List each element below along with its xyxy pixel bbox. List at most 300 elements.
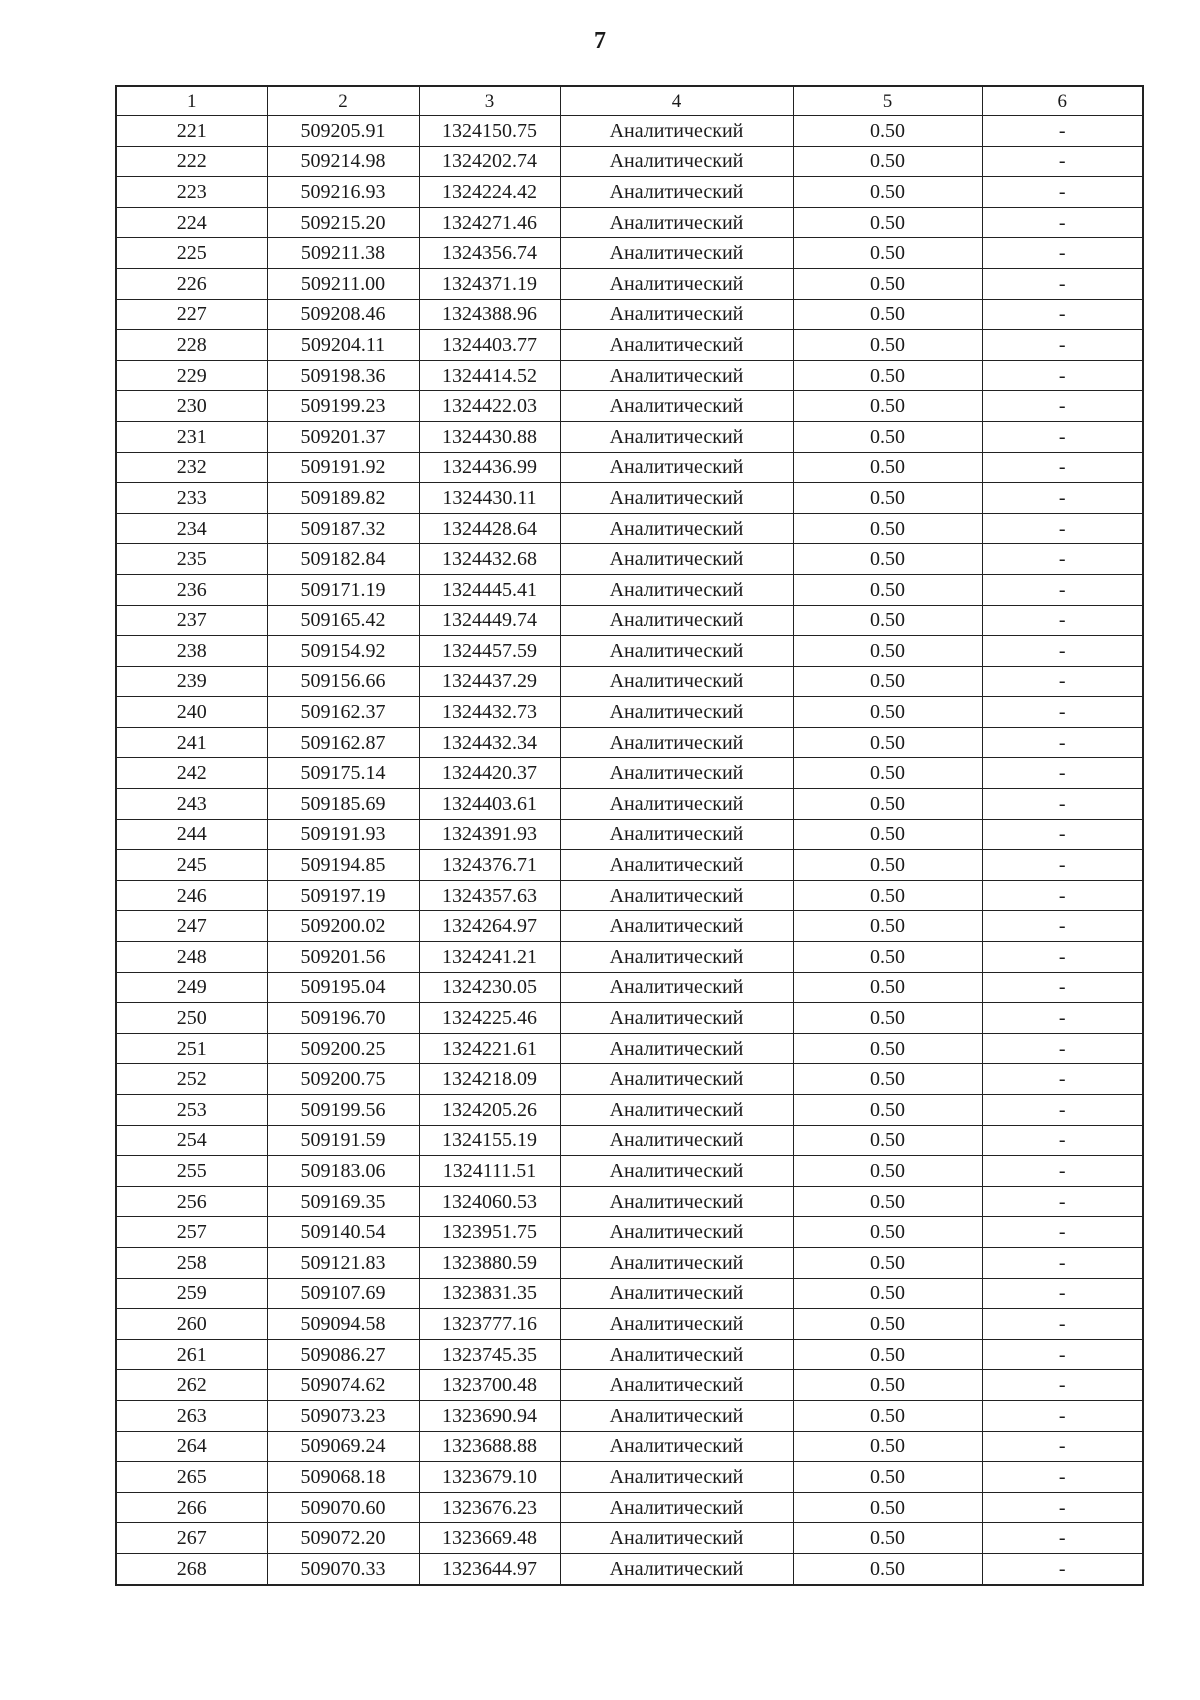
point-number-cell: 268 bbox=[116, 1553, 267, 1584]
accuracy-cell: 0.50 bbox=[793, 727, 982, 758]
table-row bbox=[116, 1156, 1143, 1187]
x-coordinate-cell: 509196.70 bbox=[267, 1003, 419, 1034]
x-coordinate-cell: 509189.82 bbox=[267, 483, 419, 514]
x-coordinate-cell: 509199.56 bbox=[267, 1095, 419, 1126]
description-cell: - bbox=[982, 360, 1143, 391]
description-cell: - bbox=[982, 1095, 1143, 1126]
point-number-cell: 244 bbox=[116, 819, 267, 850]
description-cell: - bbox=[982, 116, 1143, 147]
method-cell: Аналитический bbox=[560, 1431, 793, 1462]
x-coordinate-cell: 509094.58 bbox=[267, 1309, 419, 1340]
table-row bbox=[116, 513, 1143, 544]
x-coordinate-cell: 509204.11 bbox=[267, 330, 419, 361]
point-number-cell: 229 bbox=[116, 360, 267, 391]
method-cell: Аналитический bbox=[560, 177, 793, 208]
accuracy-cell: 0.50 bbox=[793, 1492, 982, 1523]
table-row bbox=[116, 574, 1143, 605]
description-cell: - bbox=[982, 544, 1143, 575]
point-number-cell: 262 bbox=[116, 1370, 267, 1401]
table-row bbox=[116, 391, 1143, 422]
y-coordinate-cell: 1323690.94 bbox=[419, 1400, 560, 1431]
x-coordinate-cell: 509175.14 bbox=[267, 758, 419, 789]
y-coordinate-cell: 1324205.26 bbox=[419, 1095, 560, 1126]
accuracy-cell: 0.50 bbox=[793, 636, 982, 667]
method-cell: Аналитический bbox=[560, 972, 793, 1003]
x-coordinate-cell: 509121.83 bbox=[267, 1247, 419, 1278]
table-row bbox=[116, 666, 1143, 697]
table-row bbox=[116, 299, 1143, 330]
point-number-cell: 265 bbox=[116, 1462, 267, 1493]
x-coordinate-cell: 509208.46 bbox=[267, 299, 419, 330]
method-cell: Аналитический bbox=[560, 789, 793, 820]
point-number-cell: 256 bbox=[116, 1186, 267, 1217]
y-coordinate-cell: 1324457.59 bbox=[419, 636, 560, 667]
point-number-cell: 247 bbox=[116, 911, 267, 942]
point-number-cell: 248 bbox=[116, 942, 267, 973]
x-coordinate-cell: 509156.66 bbox=[267, 666, 419, 697]
accuracy-cell: 0.50 bbox=[793, 177, 982, 208]
description-cell: - bbox=[982, 605, 1143, 636]
table-row bbox=[116, 483, 1143, 514]
y-coordinate-cell: 1324241.21 bbox=[419, 942, 560, 973]
x-coordinate-cell: 509187.32 bbox=[267, 513, 419, 544]
x-coordinate-cell: 509069.24 bbox=[267, 1431, 419, 1462]
y-coordinate-cell: 1324150.75 bbox=[419, 116, 560, 147]
description-cell: - bbox=[982, 850, 1143, 881]
x-coordinate-cell: 509068.18 bbox=[267, 1462, 419, 1493]
table-row bbox=[116, 819, 1143, 850]
column-header: 6 bbox=[982, 86, 1143, 116]
description-cell: - bbox=[982, 1339, 1143, 1370]
y-coordinate-cell: 1323880.59 bbox=[419, 1247, 560, 1278]
table-row bbox=[116, 1370, 1143, 1401]
coordinates-table bbox=[115, 85, 1144, 1586]
description-cell: - bbox=[982, 1370, 1143, 1401]
table-header-row bbox=[116, 86, 1143, 116]
x-coordinate-cell: 509191.59 bbox=[267, 1125, 419, 1156]
point-number-cell: 254 bbox=[116, 1125, 267, 1156]
x-coordinate-cell: 509199.23 bbox=[267, 391, 419, 422]
y-coordinate-cell: 1323951.75 bbox=[419, 1217, 560, 1248]
x-coordinate-cell: 509201.37 bbox=[267, 421, 419, 452]
table-row bbox=[116, 1033, 1143, 1064]
y-coordinate-cell: 1324225.46 bbox=[419, 1003, 560, 1034]
method-cell: Аналитический bbox=[560, 1278, 793, 1309]
point-number-cell: 222 bbox=[116, 146, 267, 177]
x-coordinate-cell: 509183.06 bbox=[267, 1156, 419, 1187]
method-cell: Аналитический bbox=[560, 1247, 793, 1278]
point-number-cell: 255 bbox=[116, 1156, 267, 1187]
point-number-cell: 235 bbox=[116, 544, 267, 575]
method-cell: Аналитический bbox=[560, 697, 793, 728]
description-cell: - bbox=[982, 238, 1143, 269]
description-cell: - bbox=[982, 1309, 1143, 1340]
x-coordinate-cell: 509185.69 bbox=[267, 789, 419, 820]
description-cell: - bbox=[982, 697, 1143, 728]
column-header: 2 bbox=[267, 86, 419, 116]
y-coordinate-cell: 1323676.23 bbox=[419, 1492, 560, 1523]
method-cell: Аналитический bbox=[560, 238, 793, 269]
method-cell: Аналитический bbox=[560, 1003, 793, 1034]
table-row bbox=[116, 1064, 1143, 1095]
description-cell: - bbox=[982, 819, 1143, 850]
point-number-cell: 232 bbox=[116, 452, 267, 483]
accuracy-cell: 0.50 bbox=[793, 360, 982, 391]
method-cell: Аналитический bbox=[560, 483, 793, 514]
x-coordinate-cell: 509140.54 bbox=[267, 1217, 419, 1248]
point-number-cell: 252 bbox=[116, 1064, 267, 1095]
y-coordinate-cell: 1324271.46 bbox=[419, 207, 560, 238]
accuracy-cell: 0.50 bbox=[793, 1217, 982, 1248]
table-row bbox=[116, 1003, 1143, 1034]
y-coordinate-cell: 1324422.03 bbox=[419, 391, 560, 422]
accuracy-cell: 0.50 bbox=[793, 1523, 982, 1554]
table-row bbox=[116, 421, 1143, 452]
description-cell: - bbox=[982, 880, 1143, 911]
x-coordinate-cell: 509107.69 bbox=[267, 1278, 419, 1309]
method-cell: Аналитический bbox=[560, 1217, 793, 1248]
description-cell: - bbox=[982, 942, 1143, 973]
x-coordinate-cell: 509205.91 bbox=[267, 116, 419, 147]
table-row bbox=[116, 1247, 1143, 1278]
x-coordinate-cell: 509211.38 bbox=[267, 238, 419, 269]
description-cell: - bbox=[982, 574, 1143, 605]
method-cell: Аналитический bbox=[560, 360, 793, 391]
y-coordinate-cell: 1324414.52 bbox=[419, 360, 560, 391]
table-row bbox=[116, 605, 1143, 636]
y-coordinate-cell: 1324202.74 bbox=[419, 146, 560, 177]
method-cell: Аналитический bbox=[560, 544, 793, 575]
accuracy-cell: 0.50 bbox=[793, 1553, 982, 1584]
y-coordinate-cell: 1323745.35 bbox=[419, 1339, 560, 1370]
description-cell: - bbox=[982, 177, 1143, 208]
y-coordinate-cell: 1324218.09 bbox=[419, 1064, 560, 1095]
point-number-cell: 237 bbox=[116, 605, 267, 636]
description-cell: - bbox=[982, 1125, 1143, 1156]
method-cell: Аналитический bbox=[560, 330, 793, 361]
x-coordinate-cell: 509216.93 bbox=[267, 177, 419, 208]
description-cell: - bbox=[982, 268, 1143, 299]
method-cell: Аналитический bbox=[560, 207, 793, 238]
column-header: 5 bbox=[793, 86, 982, 116]
accuracy-cell: 0.50 bbox=[793, 574, 982, 605]
x-coordinate-cell: 509200.25 bbox=[267, 1033, 419, 1064]
accuracy-cell: 0.50 bbox=[793, 1064, 982, 1095]
point-number-cell: 243 bbox=[116, 789, 267, 820]
point-number-cell: 264 bbox=[116, 1431, 267, 1462]
table-row bbox=[116, 1492, 1143, 1523]
method-cell: Аналитический bbox=[560, 1156, 793, 1187]
y-coordinate-cell: 1323777.16 bbox=[419, 1309, 560, 1340]
x-coordinate-cell: 509200.75 bbox=[267, 1064, 419, 1095]
table-row bbox=[116, 636, 1143, 667]
description-cell: - bbox=[982, 1064, 1143, 1095]
accuracy-cell: 0.50 bbox=[793, 1309, 982, 1340]
description-cell: - bbox=[982, 1523, 1143, 1554]
table-row bbox=[116, 1186, 1143, 1217]
method-cell: Аналитический bbox=[560, 146, 793, 177]
y-coordinate-cell: 1324356.74 bbox=[419, 238, 560, 269]
y-coordinate-cell: 1324224.42 bbox=[419, 177, 560, 208]
accuracy-cell: 0.50 bbox=[793, 1400, 982, 1431]
point-number-cell: 260 bbox=[116, 1309, 267, 1340]
description-cell: - bbox=[982, 972, 1143, 1003]
y-coordinate-cell: 1323679.10 bbox=[419, 1462, 560, 1493]
method-cell: Аналитический bbox=[560, 850, 793, 881]
point-number-cell: 240 bbox=[116, 697, 267, 728]
point-number-cell: 224 bbox=[116, 207, 267, 238]
point-number-cell: 233 bbox=[116, 483, 267, 514]
x-coordinate-cell: 509070.60 bbox=[267, 1492, 419, 1523]
method-cell: Аналитический bbox=[560, 391, 793, 422]
method-cell: Аналитический bbox=[560, 942, 793, 973]
accuracy-cell: 0.50 bbox=[793, 452, 982, 483]
description-cell: - bbox=[982, 330, 1143, 361]
y-coordinate-cell: 1324403.77 bbox=[419, 330, 560, 361]
y-coordinate-cell: 1324060.53 bbox=[419, 1186, 560, 1217]
y-coordinate-cell: 1324357.63 bbox=[419, 880, 560, 911]
method-cell: Аналитический bbox=[560, 1125, 793, 1156]
table-row bbox=[116, 942, 1143, 973]
x-coordinate-cell: 509182.84 bbox=[267, 544, 419, 575]
y-coordinate-cell: 1324391.93 bbox=[419, 819, 560, 850]
table-row bbox=[116, 330, 1143, 361]
method-cell: Аналитический bbox=[560, 1553, 793, 1584]
description-cell: - bbox=[982, 1033, 1143, 1064]
accuracy-cell: 0.50 bbox=[793, 421, 982, 452]
method-cell: Аналитический bbox=[560, 268, 793, 299]
accuracy-cell: 0.50 bbox=[793, 942, 982, 973]
table-row bbox=[116, 360, 1143, 391]
table-row bbox=[116, 238, 1143, 269]
table-row bbox=[116, 116, 1143, 147]
description-cell: - bbox=[982, 207, 1143, 238]
point-number-cell: 263 bbox=[116, 1400, 267, 1431]
x-coordinate-cell: 509074.62 bbox=[267, 1370, 419, 1401]
point-number-cell: 226 bbox=[116, 268, 267, 299]
y-coordinate-cell: 1324403.61 bbox=[419, 789, 560, 820]
y-coordinate-cell: 1324420.37 bbox=[419, 758, 560, 789]
accuracy-cell: 0.50 bbox=[793, 268, 982, 299]
point-number-cell: 259 bbox=[116, 1278, 267, 1309]
point-number-cell: 251 bbox=[116, 1033, 267, 1064]
x-coordinate-cell: 509165.42 bbox=[267, 605, 419, 636]
x-coordinate-cell: 509073.23 bbox=[267, 1400, 419, 1431]
method-cell: Аналитический bbox=[560, 605, 793, 636]
table-row bbox=[116, 1339, 1143, 1370]
method-cell: Аналитический bbox=[560, 1400, 793, 1431]
point-number-cell: 239 bbox=[116, 666, 267, 697]
x-coordinate-cell: 509162.37 bbox=[267, 697, 419, 728]
x-coordinate-cell: 509201.56 bbox=[267, 942, 419, 973]
accuracy-cell: 0.50 bbox=[793, 1247, 982, 1278]
point-number-cell: 230 bbox=[116, 391, 267, 422]
description-cell: - bbox=[982, 1247, 1143, 1278]
accuracy-cell: 0.50 bbox=[793, 483, 982, 514]
description-cell: - bbox=[982, 1278, 1143, 1309]
method-cell: Аналитический bbox=[560, 1095, 793, 1126]
accuracy-cell: 0.50 bbox=[793, 116, 982, 147]
point-number-cell: 258 bbox=[116, 1247, 267, 1278]
x-coordinate-cell: 509195.04 bbox=[267, 972, 419, 1003]
point-number-cell: 253 bbox=[116, 1095, 267, 1126]
method-cell: Аналитический bbox=[560, 1370, 793, 1401]
accuracy-cell: 0.50 bbox=[793, 1003, 982, 1034]
column-header: 3 bbox=[419, 86, 560, 116]
description-cell: - bbox=[982, 1156, 1143, 1187]
description-cell: - bbox=[982, 1462, 1143, 1493]
point-number-cell: 242 bbox=[116, 758, 267, 789]
description-cell: - bbox=[982, 1186, 1143, 1217]
x-coordinate-cell: 509072.20 bbox=[267, 1523, 419, 1554]
accuracy-cell: 0.50 bbox=[793, 789, 982, 820]
x-coordinate-cell: 509194.85 bbox=[267, 850, 419, 881]
y-coordinate-cell: 1324437.29 bbox=[419, 666, 560, 697]
x-coordinate-cell: 509191.93 bbox=[267, 819, 419, 850]
description-cell: - bbox=[982, 452, 1143, 483]
table-row bbox=[116, 1553, 1143, 1584]
point-number-cell: 249 bbox=[116, 972, 267, 1003]
description-cell: - bbox=[982, 1400, 1143, 1431]
x-coordinate-cell: 509070.33 bbox=[267, 1553, 419, 1584]
table-row bbox=[116, 1431, 1143, 1462]
table-row bbox=[116, 1523, 1143, 1554]
y-coordinate-cell: 1324264.97 bbox=[419, 911, 560, 942]
table-row bbox=[116, 268, 1143, 299]
description-cell: - bbox=[982, 789, 1143, 820]
table-row bbox=[116, 177, 1143, 208]
x-coordinate-cell: 509086.27 bbox=[267, 1339, 419, 1370]
point-number-cell: 221 bbox=[116, 116, 267, 147]
table-row bbox=[116, 544, 1143, 575]
accuracy-cell: 0.50 bbox=[793, 1033, 982, 1064]
accuracy-cell: 0.50 bbox=[793, 697, 982, 728]
accuracy-cell: 0.50 bbox=[793, 330, 982, 361]
y-coordinate-cell: 1324449.74 bbox=[419, 605, 560, 636]
accuracy-cell: 0.50 bbox=[793, 513, 982, 544]
method-cell: Аналитический bbox=[560, 421, 793, 452]
table-row bbox=[116, 1400, 1143, 1431]
table-row bbox=[116, 789, 1143, 820]
accuracy-cell: 0.50 bbox=[793, 146, 982, 177]
y-coordinate-cell: 1323669.48 bbox=[419, 1523, 560, 1554]
point-number-cell: 241 bbox=[116, 727, 267, 758]
accuracy-cell: 0.50 bbox=[793, 1339, 982, 1370]
accuracy-cell: 0.50 bbox=[793, 391, 982, 422]
table-row bbox=[116, 1462, 1143, 1493]
accuracy-cell: 0.50 bbox=[793, 1370, 982, 1401]
method-cell: Аналитический bbox=[560, 1186, 793, 1217]
x-coordinate-cell: 509198.36 bbox=[267, 360, 419, 391]
method-cell: Аналитический bbox=[560, 299, 793, 330]
y-coordinate-cell: 1324111.51 bbox=[419, 1156, 560, 1187]
point-number-cell: 257 bbox=[116, 1217, 267, 1248]
point-number-cell: 261 bbox=[116, 1339, 267, 1370]
method-cell: Аналитический bbox=[560, 1064, 793, 1095]
point-number-cell: 246 bbox=[116, 880, 267, 911]
y-coordinate-cell: 1324428.64 bbox=[419, 513, 560, 544]
method-cell: Аналитический bbox=[560, 911, 793, 942]
accuracy-cell: 0.50 bbox=[793, 972, 982, 1003]
accuracy-cell: 0.50 bbox=[793, 1125, 982, 1156]
description-cell: - bbox=[982, 391, 1143, 422]
page-number: 7 bbox=[594, 28, 606, 54]
x-coordinate-cell: 509191.92 bbox=[267, 452, 419, 483]
table-row bbox=[116, 911, 1143, 942]
method-cell: Аналитический bbox=[560, 1033, 793, 1064]
method-cell: Аналитический bbox=[560, 513, 793, 544]
description-cell: - bbox=[982, 1431, 1143, 1462]
x-coordinate-cell: 509169.35 bbox=[267, 1186, 419, 1217]
description-cell: - bbox=[982, 666, 1143, 697]
point-number-cell: 245 bbox=[116, 850, 267, 881]
table-row bbox=[116, 452, 1143, 483]
accuracy-cell: 0.50 bbox=[793, 758, 982, 789]
method-cell: Аналитический bbox=[560, 1492, 793, 1523]
x-coordinate-cell: 509197.19 bbox=[267, 880, 419, 911]
accuracy-cell: 0.50 bbox=[793, 1462, 982, 1493]
table-row bbox=[116, 1125, 1143, 1156]
y-coordinate-cell: 1323644.97 bbox=[419, 1553, 560, 1584]
y-coordinate-cell: 1324436.99 bbox=[419, 452, 560, 483]
y-coordinate-cell: 1323831.35 bbox=[419, 1278, 560, 1309]
y-coordinate-cell: 1324432.34 bbox=[419, 727, 560, 758]
table-row bbox=[116, 1278, 1143, 1309]
description-cell: - bbox=[982, 1492, 1143, 1523]
description-cell: - bbox=[982, 513, 1143, 544]
y-coordinate-cell: 1324230.05 bbox=[419, 972, 560, 1003]
description-cell: - bbox=[982, 911, 1143, 942]
accuracy-cell: 0.50 bbox=[793, 1095, 982, 1126]
point-number-cell: 231 bbox=[116, 421, 267, 452]
method-cell: Аналитический bbox=[560, 1339, 793, 1370]
table-row bbox=[116, 1217, 1143, 1248]
table-row bbox=[116, 146, 1143, 177]
point-number-cell: 227 bbox=[116, 299, 267, 330]
description-cell: - bbox=[982, 421, 1143, 452]
point-number-cell: 238 bbox=[116, 636, 267, 667]
table-row bbox=[116, 758, 1143, 789]
accuracy-cell: 0.50 bbox=[793, 238, 982, 269]
column-header: 4 bbox=[560, 86, 793, 116]
x-coordinate-cell: 509154.92 bbox=[267, 636, 419, 667]
y-coordinate-cell: 1324155.19 bbox=[419, 1125, 560, 1156]
y-coordinate-cell: 1323688.88 bbox=[419, 1431, 560, 1462]
table-row bbox=[116, 972, 1143, 1003]
y-coordinate-cell: 1324221.61 bbox=[419, 1033, 560, 1064]
accuracy-cell: 0.50 bbox=[793, 850, 982, 881]
point-number-cell: 225 bbox=[116, 238, 267, 269]
method-cell: Аналитический bbox=[560, 1309, 793, 1340]
point-number-cell: 250 bbox=[116, 1003, 267, 1034]
point-number-cell: 228 bbox=[116, 330, 267, 361]
description-cell: - bbox=[982, 1217, 1143, 1248]
accuracy-cell: 0.50 bbox=[793, 819, 982, 850]
y-coordinate-cell: 1324430.88 bbox=[419, 421, 560, 452]
method-cell: Аналитический bbox=[560, 1523, 793, 1554]
y-coordinate-cell: 1324432.68 bbox=[419, 544, 560, 575]
y-coordinate-cell: 1324371.19 bbox=[419, 268, 560, 299]
accuracy-cell: 0.50 bbox=[793, 880, 982, 911]
table-row bbox=[116, 880, 1143, 911]
accuracy-cell: 0.50 bbox=[793, 605, 982, 636]
y-coordinate-cell: 1324432.73 bbox=[419, 697, 560, 728]
method-cell: Аналитический bbox=[560, 574, 793, 605]
description-cell: - bbox=[982, 299, 1143, 330]
y-coordinate-cell: 1324388.96 bbox=[419, 299, 560, 330]
method-cell: Аналитический bbox=[560, 636, 793, 667]
accuracy-cell: 0.50 bbox=[793, 299, 982, 330]
